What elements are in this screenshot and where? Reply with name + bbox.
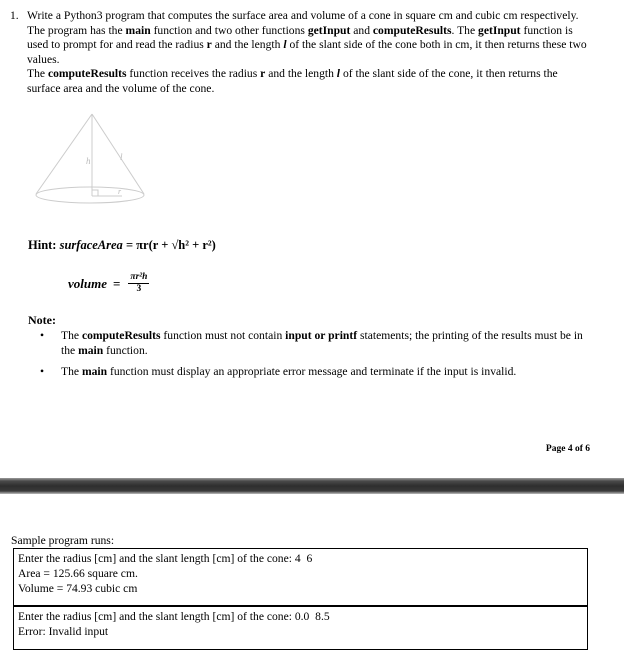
text-span: and the length [214,38,281,52]
keyword-main: main [125,23,151,37]
text-span: function receives the radius [129,67,258,81]
sample-line: Enter the radius [cm] and the slant length [cm] of the cone: 4 6 [18,552,313,565]
page-label: Page [545,444,566,454]
keyword-computeresults: computeResults [81,329,161,342]
label-r: r [118,187,122,196]
text-span: function is used to prompt for and read the radius [27,23,573,52]
keyword-main: main [81,365,108,379]
keyword-getinput: getInput [307,23,351,37]
sample-run-2 [13,606,588,650]
label-l: l [120,152,123,162]
fraction-denominator: 3 [136,284,142,294]
page-total: 6 [585,444,590,454]
var-r: r [206,38,212,52]
text-span: The [27,67,46,81]
note-title: Note: [28,313,56,327]
keyword-getinput: getInput [478,23,521,37]
text-span: function must not contain [163,329,283,342]
text-span: and the length [268,67,334,81]
note-item [40,329,595,358]
keyword-input-printf: input or printf [285,329,358,342]
keyword-main: main [78,343,104,357]
text-span: of the slant side of the cone, it then returns the surface area and the volume of the cone. [27,67,558,95]
text-span: statements; the printing of the results must be in the [61,329,583,357]
question-number: 1. [10,9,19,22]
text-span: . The [451,23,476,37]
text-span: function and two other functions [153,23,305,37]
question-1 [10,9,590,97]
text-span: The [61,365,80,379]
cone-diagram [30,108,150,208]
question-text [27,9,590,97]
note-list [40,329,595,387]
keyword-computeresults: computeResults [47,67,127,81]
volume-lhs: volume [68,275,107,291]
page-number: 4 [567,444,573,454]
keyword-computeresults: computeResults [372,23,452,37]
document-page-bottom [0,494,624,656]
fraction-numerator: πr²h [130,272,148,282]
volume-fraction [128,272,149,295]
volume-formula [68,272,149,295]
surface-area-lhs: surfaceArea [59,238,123,252]
var-l: l [283,38,287,52]
label-h: h [86,156,91,166]
page-separator [0,478,624,494]
sample-line: Area = 125.66 square cm. [18,567,138,580]
hint-label: Hint: [28,238,57,252]
var-l: l [336,67,341,81]
bullet: • [40,365,45,379]
var-r: r [260,67,266,81]
page-footer [546,444,590,454]
text-span: and [353,23,370,37]
page-of: of [574,444,583,454]
hint-surface-formula [28,238,216,253]
text-span: of the slant side of the cone both in cm, it then returns these two values. [27,38,587,66]
surface-area-rhs: = πr(r + √h² + r²) [125,238,216,252]
note-item [40,365,595,380]
text-span: function. [106,343,148,357]
sample-run-1 [13,548,588,606]
equals-sign: = [113,275,121,291]
text-span: The [61,329,80,342]
text-span: function must display an appropriate error message and terminate if the input is invalid. [109,365,517,379]
bullet: • [40,329,45,342]
sample-line: Volume = 74.93 cubic cm [18,582,138,595]
sample-runs-title: Sample program runs: [11,534,115,547]
text-span: Write a Python3 program that computes the surface area and volume of a cone in square cm and cubic cm respectively. The program has the [27,9,579,37]
sample-line: Enter the radius [cm] and the slant length [cm] of the cone: 0.0 8.5 [18,610,330,623]
sample-line: Error: Invalid input [18,625,109,638]
